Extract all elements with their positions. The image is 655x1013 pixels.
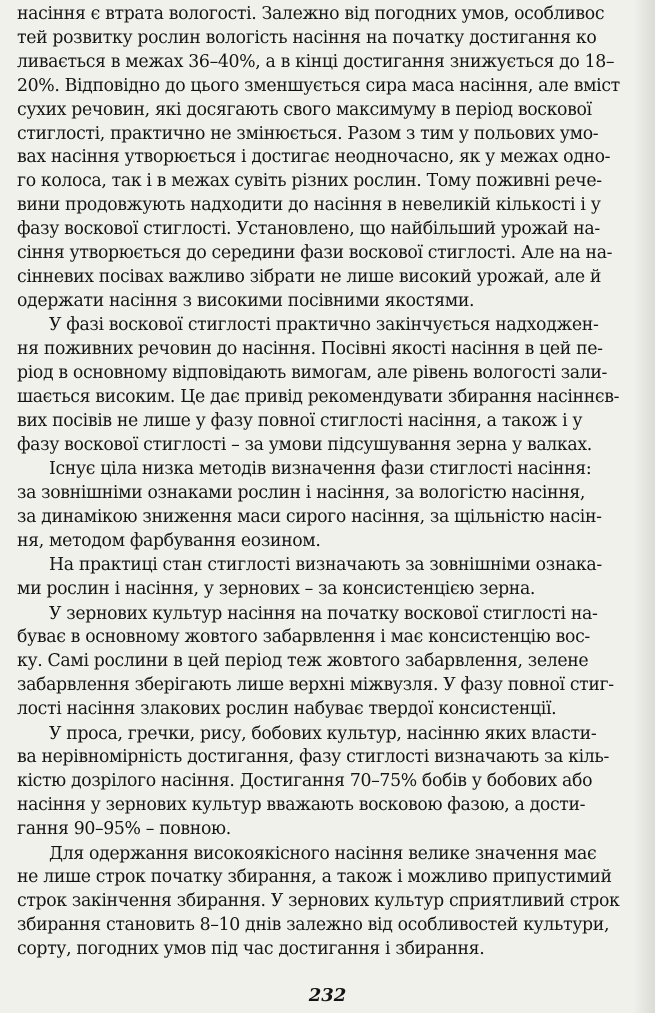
text-line: лості насіння злакових рослин набуває твердої консистенції. [17,699,557,720]
text-line: тей розвитку рослин вологість насіння на початку достигання ко [17,27,597,48]
text-line: сінневих посівах важливо зібрати не лише високий урожай, але й [17,266,602,287]
text-line: сіння утворюється до середини фази воскової стиглості. Але на на- [17,243,613,263]
text-line: вих посівів не лише у фазу повної стиглості насіння, а також і у [17,410,583,431]
text-line: забарвлення зберігають лише верхні міжвузля. У фазу повної стиг- [17,675,614,696]
text-line: 20%. Відповідно до цього зменшується сира маса насіння, але вміст [17,75,620,96]
text-line: не лише строк початку збирання, а також і можливо припустимий [17,867,612,888]
text-line: ми рослин і насіння, у зернових – за консистенцією зерна. [17,579,536,600]
text-line: У фазі воскової стиглості практично закінчується надходжен- [49,315,599,336]
text-line: ливається в межах 36–40%, а в кінці достигання знижується до 18– [17,51,615,72]
text-line: вах насіння утворюється і достигає неодночасно, як у межах одно- [17,147,611,168]
text-line: насіння у зернових культур вважають восковою фазою, а дости- [17,795,586,816]
text-line: Існує ціла низка методів визначення фази стиглості насіння: [49,459,592,480]
text-line: ня, методом фарбування еозином. [17,530,321,551]
text-line: ріод в основному відповідають вимогам, але рівень вологості зали- [17,363,608,383]
text-line: кістю дозрілого насіння. Достигання 70–75% бобів у бобових або [17,771,593,792]
text-line: шається високим. Це дає привід рекомендувати збирання насіннєв- [17,386,620,407]
text-line: збирання становить 8–10 днів залежно від особливостей культури, [17,915,610,936]
text-line: гання 90–95% – повною. [17,819,231,840]
text-line: одержати насіння з високими посівними якостями. [17,290,475,311]
text-line: фазу воскової стиглості – за умови підсушування зерна у валках. [17,434,592,455]
text-line: У проса, гречки, рису, бобових культур, насінню яких власти- [49,723,597,744]
text-line: буває в основному жовтого забарвлення і має консистенцію вос- [17,627,590,648]
text-line: строк закінчення збирання. У зернових культур сприятливий строк [17,891,620,912]
text-line: насіння є втрата вологості. Залежно від погодних умов, особливос [17,4,605,24]
text-line: У зернових культур насіння на початку воскової стиглості на- [49,603,598,624]
text-line: ку. Самі рослини в цей період теж жовтого забарвлення, зелене [17,651,589,672]
text-line: На практиці стан стиглості визначають за зовнішніми ознака- [49,555,602,576]
text-line: ва нерівномірність достигання, фазу стиглості визначають за кіль- [17,747,609,768]
text-line: стиглості, практично не змінюється. Разом з тим у польових умо- [17,123,599,144]
text-line: за динамікою зниження маси сирого насіння, за щільністю насін- [17,506,602,527]
text-line: ня поживних речовин до насіння. Посівні якості насіння в цей пе- [17,339,603,360]
text-line: Для одержання високоякісного насіння велике значення має [49,843,597,864]
text-line: сорту, погодних умов під час достигання і збирання. [17,939,485,960]
text-line: го колоса, так і в межах сувіть різних рослин. Тому поживні рече- [17,171,602,192]
text-line: вини продовжують надходити до насіння в невеликій кількості і у [17,195,601,216]
text-line: фазу воскової стиглості. Установлено, що найбільший урожай на- [17,219,600,240]
text-line: сухих речовин, які досягають свого максимуму в період воскової [17,99,592,120]
text-line: за зовнішніми ознаками рослин і насіння, за вологістю насіння, [17,483,586,503]
page-number: 232 [308,985,347,1006]
